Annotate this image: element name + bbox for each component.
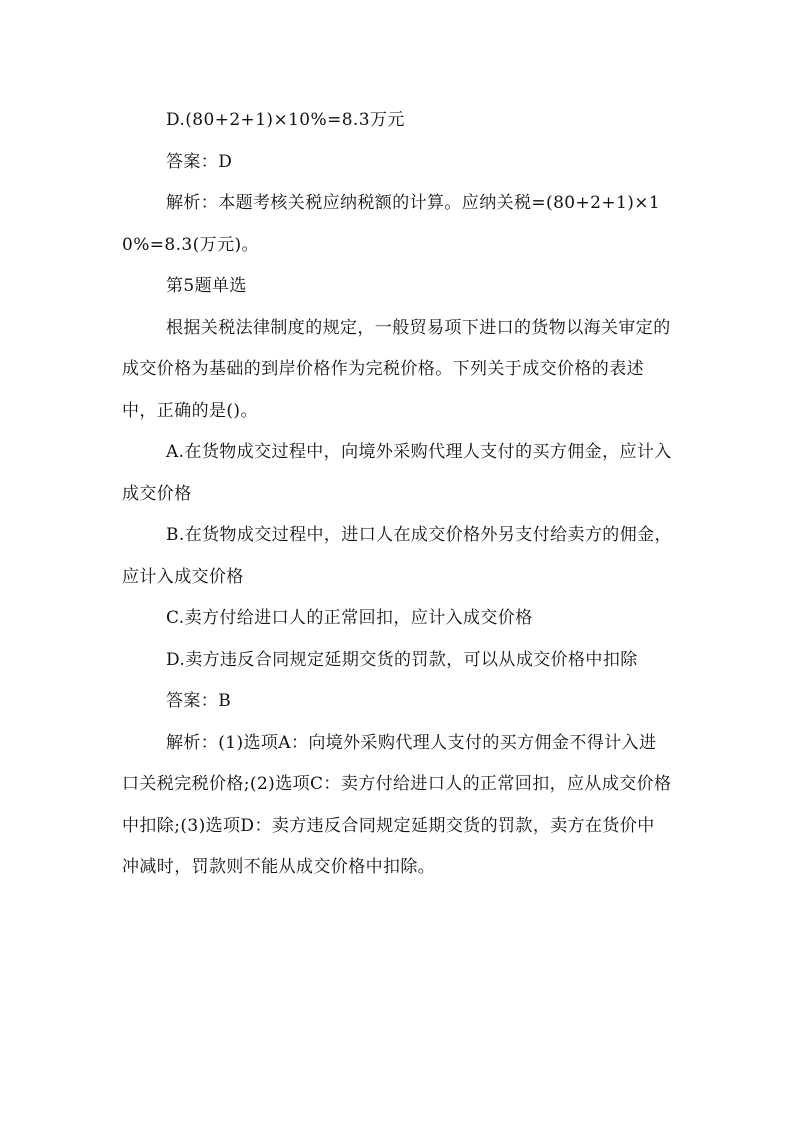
question-stem: 根据关税法律制度的规定，一般贸易项下进口的货物以海关审定的成交价格为基础的到岸价格作为完税价格。下列关于成交价格的表述中，正确的是()。 — [122, 317, 671, 421]
option-d: D.卖方违反合同规定延期交货的罚款，可以从成交价格中扣除 — [166, 649, 638, 670]
option-d-previous: D.(80+2+1)×10%=8.3万元 — [166, 110, 405, 130]
analysis: 解析：(1)选项A：向境外采购代理人支付的买方佣金不得计入进口关税完税价格;(2)选项C：卖方付给进口人的正常回扣，应从成交价格中扣除;(3)选项D：卖方违反合同规定延期交货的罚款，卖方在货价中冲减时，罚款则不能从成交价格中扣除。 — [122, 732, 672, 877]
document-body — [122, 100, 672, 889]
option-b: B.在货物成交过程中，进口人在成交价格外另支付给卖方的佣金，应计入成交价格 — [122, 525, 672, 587]
answer-previous: 答案：D — [166, 151, 233, 172]
answer: 答案：B — [166, 691, 232, 711]
question-number: 第5题单选 — [166, 276, 247, 296]
option-c: C.卖方付给进口人的正常回扣，应计入成交价格 — [166, 608, 533, 628]
option-a: A.在货物成交过程中，向境外采购代理人支付的买方佣金，应计入成交价格 — [122, 442, 672, 504]
analysis-previous: 解析：本题考核关税应纳税额的计算。应纳关税=(80+2+1)×10%=8.3(万元)。 — [122, 193, 661, 255]
